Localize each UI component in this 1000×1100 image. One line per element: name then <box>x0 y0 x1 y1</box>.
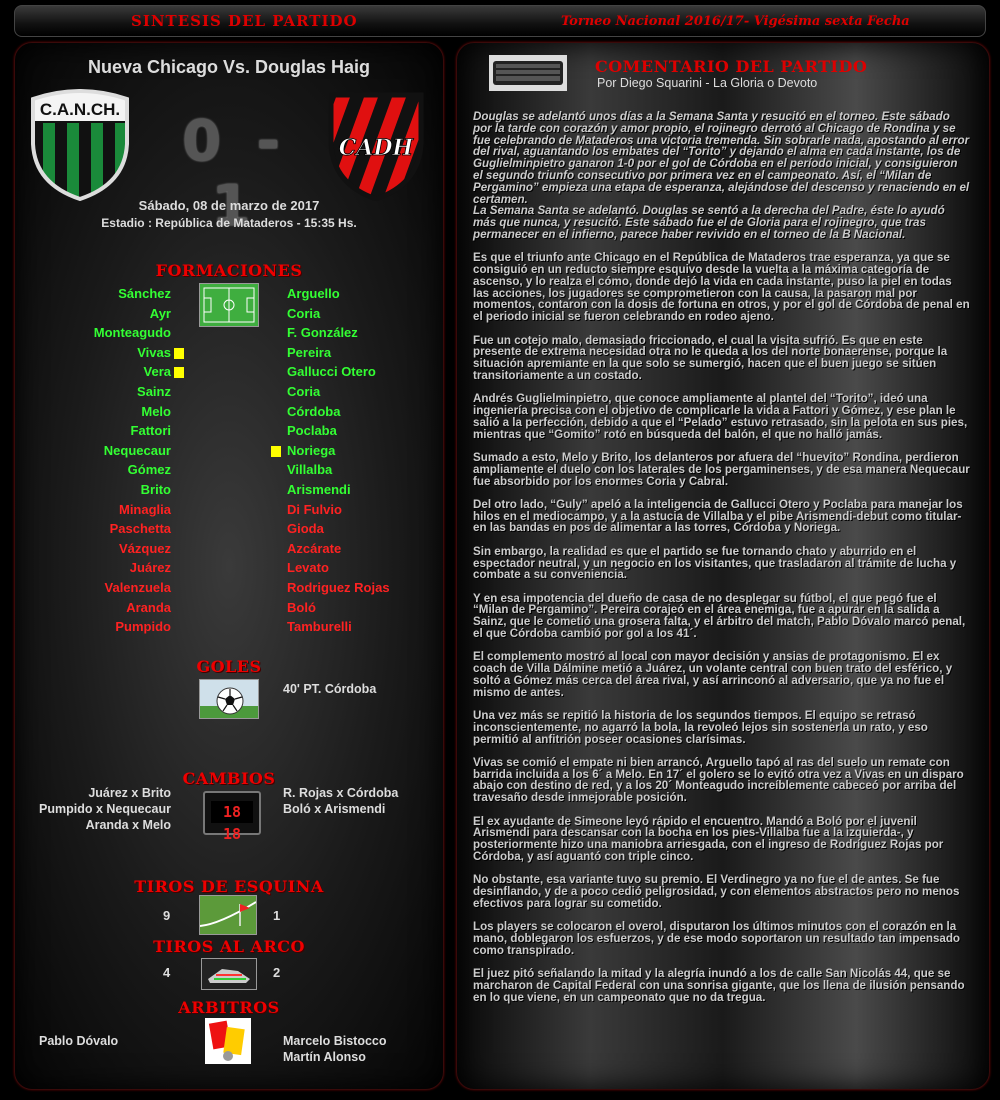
away-player: Azcárate <box>287 540 342 556</box>
referee-name: Martín Alonso <box>283 1050 366 1064</box>
article-paragraph: No obstante, esa variante tuvo su premio. El Verdinegro ya no fue el de antes. Se fue desinflando, y de a poco cedió peligrosidad, y con elementos abstractos pero no menos efectivos para lograr su cometido. <box>473 873 960 910</box>
corners-away: 1 <box>273 908 281 923</box>
substitution-home: Juárez x Brito <box>88 786 171 800</box>
substitution-home: Aranda x Melo <box>85 818 171 832</box>
yellow-card-icon <box>271 446 281 457</box>
referee-name: Marcelo Bistocco <box>283 1034 387 1048</box>
home-player: Ayr <box>149 305 171 321</box>
article-paragraph: El juez pitó señalando la mitad y la alegría inundó a los de calle San Nicolás 44, que se marcharon de Capital Federal con una sonrisa gigante, que los llena de ilusión pensando en lo que viene, en un campeonato que no da tregua. <box>473 967 965 1004</box>
article-paragraph: Sin embargo, la realidad es que el partido se fue tornando chato y aburrido en el espectador neutral, y un negocio en los visitantes, que trasladaron al trámite de lucha y combate a su conveniencia. <box>473 544 957 582</box>
away-player: Pereira <box>287 344 332 360</box>
article-paragraph: Fue un cotejo malo, demasiado friccionado, el cual la visita sufrió. Es que en este presente de extrema necesidad otra no le queda a los del norte bonaerense, porque la situación apremiante en la que solo se sumergió, hacen que el buen juego se sitúen transitoriamente a un costado. <box>473 333 948 382</box>
match-summary-panel <box>14 42 444 1090</box>
subs-heading: CAMBIOS <box>182 769 276 788</box>
home-player: Valenzuela <box>104 580 171 595</box>
goals-heading: GOLES <box>196 657 262 676</box>
home-player: Melo <box>141 403 171 419</box>
referee-name: Pablo Dóvalo <box>39 1034 119 1048</box>
away-player: F. González <box>287 325 358 341</box>
article-paragraph: Los players se colocaron el overol, disputaron los últimos minutos con el corazón en la mano, doblegaron los esfuerzos, y de ese modo soportaron un resultado tan impensado como transpirado. <box>473 920 961 957</box>
home-player: Aranda <box>126 599 171 615</box>
article-paragraph: Andrés Guglielminpietro, que conoce ampliamente al plantel del “Torito”, ideó una ingeniería precisa con el objetivo de complicarle la vida a Fattori y Gómez, y ese plan le salió a la perfección, debido a que el “Pelado” estuvo retrasado, sin la pelota en sus pies, mientras que “Gomito” rotó en búsqueda del balón, el que no halló jamás. <box>473 392 968 441</box>
synthesis-title: SINTESIS DEL PARTIDO <box>131 12 358 30</box>
scoreline: 0 - 1 <box>182 109 288 239</box>
substitution-board-display: 18 18 <box>211 801 253 823</box>
article-paragraph: Es que el triunfo ante Chicago en el República de Mataderos trae esperanza, ya que se consiguió en un reducto siempre esquivo desde la vuelta a la máxima categoría de ascenso, y lo realza el cómo, donde dejó la vida en cada instante, puso la piel en todas las acciones, los jugadores se comprometieron con la causa, la pasaron mal por momentos, contaron con la dosis de fortuna en otros, y por el gol de Córdoba de penal en el periodo inicial se fueron celebrando en rodeo ajeno. <box>473 251 970 324</box>
substitution-away: R. Rojas x Córdoba <box>283 786 399 800</box>
away-player: Levato <box>287 560 329 576</box>
corners-home: 9 <box>163 908 171 923</box>
away-player: Villalba <box>287 462 333 478</box>
goal-away: 40' PT. Córdoba <box>283 682 377 696</box>
substitution-home: Pumpido x Nequecaur <box>39 802 171 816</box>
home-player: Minaglia <box>118 501 171 517</box>
corners-heading: TIROS DE ESQUINA <box>134 877 324 896</box>
comment-article <box>473 111 970 1015</box>
away-player: Arguello <box>287 286 340 301</box>
away-player: Coria <box>287 305 321 321</box>
home-player: Vivas <box>137 344 171 360</box>
yellow-card-icon <box>174 367 184 378</box>
away-player: Noriega <box>287 442 336 458</box>
home-player: Brito <box>140 482 171 497</box>
match-date: Sábado, 08 de marzo de 2017 <box>138 198 320 213</box>
away-player: Poclaba <box>287 423 337 439</box>
match-stadium: Estadio : República de Mataderos - 15:35 Hs. <box>101 216 357 230</box>
article-paragraph: El complemento mostró al local con mayor decisión y ansias de protagonismo. El ex coach de Villa Dálmine metió a Juárez, un volante central con buen trato del esférico, y soltó a Gómez más cerca del área rival, y así arrinconó al adversario, que ya no fue el mismo de antes. <box>473 650 953 699</box>
away-crest <box>321 89 431 201</box>
tournament-title: Torneo Nacional 2016/17- Vigésima sexta Fecha <box>561 14 910 29</box>
referees-heading: ARBITROS <box>178 998 280 1017</box>
away-player: Coria <box>287 384 321 399</box>
shots-home: 4 <box>163 965 171 980</box>
home-player: Nequecaur <box>103 442 171 458</box>
home-player: Gómez <box>127 462 171 478</box>
shots-heading: TIROS AL ARCO <box>153 937 305 956</box>
away-player: Tamburelli <box>287 619 352 635</box>
away-crest-text: CADH <box>338 135 414 161</box>
home-player: Vera <box>143 364 171 380</box>
home-player: Juárez <box>129 560 171 576</box>
match-title: Nueva Chicago Vs. Douglas Haig <box>87 57 371 77</box>
article-paragraph: Una vez más se repitió la historia de los segundos tiempos. El equipo se retrasó inconscientemente, no agarró la bola, la revoleó lejos sin sostenerla un rato, y eso permitió al anfitrión poseer ocasiones clarísimas. <box>473 708 928 746</box>
away-player: Di Fulvio <box>287 501 342 517</box>
substitution-board-icon <box>203 791 261 843</box>
away-player: Rodriguez Rojas <box>287 580 390 595</box>
comment-author: Por Diego Squarini - La Gloria o Devoto <box>597 76 818 90</box>
keyboard-icon <box>489 55 567 91</box>
home-player: Vázquez <box>118 540 171 556</box>
article-paragraph: Y en esa impotencia del dueño de casa de no desplegar su fútbol, el que pegó fue el “Milan de Pergamino”. Pereira corajeó en el área enemiga, fue a apurar en la salida a Sainz, que le cometió una grosera falta, y el árbitro del match, Pablo Dóvalo marcó penal, el que Córdoba cambió por gol a los 41´. <box>473 591 966 640</box>
comment-panel <box>456 42 990 1090</box>
away-player: Boló <box>287 599 316 615</box>
article-paragraph: Del otro lado, “Guly” apeló a la inteligencia de Gallucci Otero y Poclaba para manejar los hilos en el mediocampo, y a la astucia de Villalba y el pibe Arismendi-debut como titular- en las bandas en pos de alimentar a las torres, Córdoba y Noriega. <box>473 497 963 535</box>
home-player: Monteagudo <box>93 325 171 341</box>
away-player: Gioda <box>287 521 324 537</box>
lineups-heading: FORMACIONES <box>155 261 303 280</box>
away-player: Córdoba <box>287 403 341 419</box>
home-crest <box>25 89 135 201</box>
article-paragraph: Vivas se comió el empate ni bien arrancó, Arguello tapó al ras del suelo un remate con barrida incluida a los 6´ a Melo. En 17´ el golero se lo evitó otra vez a Vivas en un disparo abajo con destino de red, y a los 20´ Monteagudo increíblemente cabeceó por arriba del travesaño desde inmejorable posición. <box>473 755 964 805</box>
article-paragraph: Sumado a esto, Melo y Brito, los delanteros por afuera del “huevito” Rondina, perdieron ampliamente el duelo con los laterales de los pergaminenses, y de esa manera Nequecaur fue absorbido por los enormes Coria y Cabral. <box>473 450 970 488</box>
comment-title: COMENTARIO DEL PARTIDO <box>595 57 868 76</box>
away-player: Gallucci Otero <box>287 364 376 380</box>
article-paragraph: Douglas se adelantó unos días a la Semana Santa y resucitó en el torneo. Este sábado por la tarde con corazón y amor propio, el rojinegro derrotó al Chicago de Rondina y se fue celebrando de Mataderos una victoria tremenda. Sin sobrarle nada, apostando al error del rival, aguantando los embates del “Torito” y dejando el alma en cada instante, los de Guglielminpietro ganaron 1-0 por el gol de Córdoba en el período inicial, y consiguieron el segundo triunfo consecutivo por primera vez en el campeonato. Así, el “Milan de Pergamino” empieza una etapa de esperanza, alejándose del descenso y renaciendo en el certamen. La Semana Santa se adelantó. Douglas se sentó a la derecha del Padre, éste lo ayudó más que nunca, y resucitó. Este sábado fue el de Gloria para el rojinegro, que tras permanecer en el infierno, parece haber revivido en el torneo de la B Nacional. <box>473 110 970 241</box>
yellow-card-icon <box>174 348 184 359</box>
home-player: Fattori <box>130 423 171 439</box>
home-player: Pumpido <box>115 619 171 635</box>
corner-flag-icon <box>199 895 257 935</box>
article-paragraph: El ex ayudante de Simeone leyó rápido el encuentro. Mandó a Boló por el juvenil Arismendi para descansar con la bocha en los pies-Villalba fue a la izquierda-, y posteriormente hizo una maniobra arriesgada, con el ingreso de Rodríguez Rojas por Córdoba, y así aguantó con triple cinco. <box>473 814 944 863</box>
home-player: Sánchez <box>118 286 171 301</box>
home-player: Sainz <box>137 384 171 399</box>
boots-icon <box>201 958 257 990</box>
away-player: Arismendi <box>287 482 351 497</box>
shots-away: 2 <box>273 965 281 980</box>
soccer-field-icon <box>199 283 259 327</box>
top-bar <box>14 5 986 37</box>
home-crest-text: C.A.N.CH. <box>39 100 121 119</box>
substitution-away: Boló x Arismendi <box>283 802 386 816</box>
referee-cards-icon <box>205 1018 251 1064</box>
soccer-ball-icon <box>199 679 259 719</box>
home-player: Paschetta <box>109 521 171 537</box>
